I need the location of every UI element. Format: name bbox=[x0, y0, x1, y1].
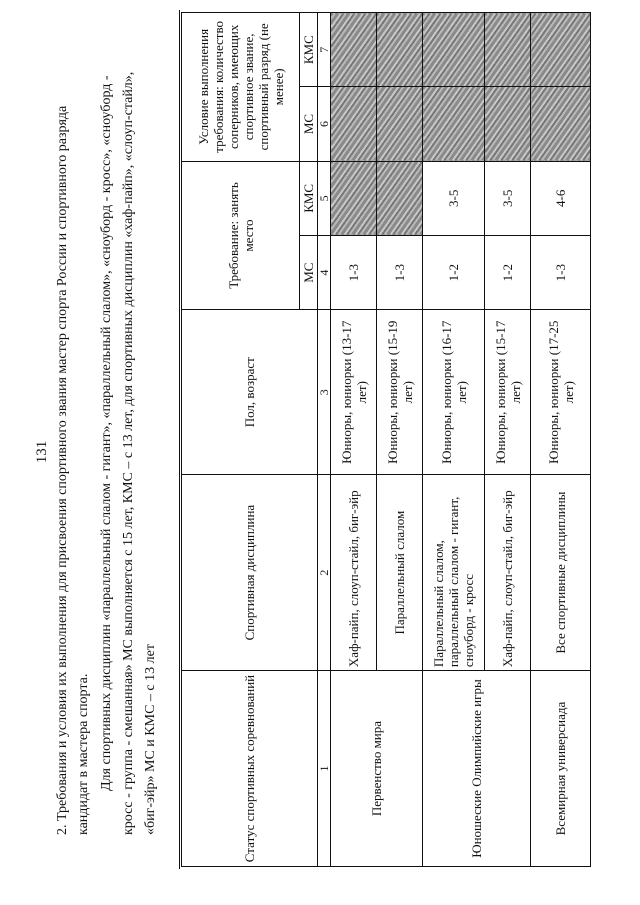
ms-place-cell: 1-3 bbox=[377, 236, 423, 310]
intro-paragraph bbox=[96, 65, 162, 835]
ms-place-cell: 1-2 bbox=[485, 236, 531, 310]
status-cell: Юношеские Олимпийские игры bbox=[423, 671, 531, 867]
ms-place-cell: 1-3 bbox=[531, 236, 591, 310]
gender-age-cell: Юниоры, юниорки (16-17 лет) bbox=[423, 310, 485, 475]
table-row bbox=[531, 13, 591, 867]
header-ms: МС bbox=[300, 236, 318, 310]
header-kms: КМС bbox=[300, 13, 318, 87]
status-cell: Всемирная универсиада bbox=[531, 671, 591, 867]
heading-line: кандидат в мастера спорта. bbox=[76, 673, 91, 835]
column-number: 7 bbox=[318, 13, 331, 87]
kms-condition-cell bbox=[423, 13, 485, 87]
intro-line: Для спортивных дисциплин «параллельный слалом - гигант», «параллельный слалом», «сноуборд - кросс», bbox=[99, 149, 114, 791]
column-number: 5 bbox=[318, 161, 331, 235]
column-number: 3 bbox=[318, 310, 331, 475]
gender-age-cell: Юниоры, юниорки (15-19 лет) bbox=[377, 310, 423, 475]
kms-place-cell bbox=[377, 161, 423, 235]
kms-place-cell bbox=[331, 161, 377, 235]
table-row bbox=[331, 13, 377, 867]
kms-place-cell: 3-5 bbox=[485, 161, 531, 235]
header-condition: Условие выполнения требования: количество соперников, имеющих спортивное звание, спортивный разряд (не менее) bbox=[182, 13, 300, 162]
ms-condition-cell bbox=[331, 87, 377, 161]
header-place: Требование: занять место bbox=[182, 161, 300, 310]
column-number: 2 bbox=[318, 475, 331, 671]
discipline-cell: Параллельный слалом, параллельный слалом - гигант, сноуборд - кросс bbox=[423, 475, 485, 671]
intro-line: «сноуборд - кросс - группа - смешанная» МС выполняется с 15 лет, КМС – с 13 лет, bbox=[99, 75, 136, 835]
kms-condition-cell bbox=[377, 13, 423, 87]
discipline-cell: Параллельный слалом bbox=[377, 475, 423, 671]
table-row bbox=[423, 13, 485, 867]
gender-age-cell: Юниоры, юниорки (13-17 лет) bbox=[331, 310, 377, 475]
ms-condition-cell bbox=[377, 87, 423, 161]
ms-condition-cell bbox=[423, 87, 485, 161]
kms-condition-cell bbox=[531, 13, 591, 87]
requirements-table bbox=[181, 12, 591, 867]
header-kms: КМС bbox=[300, 161, 318, 235]
ms-place-cell: 1-3 bbox=[331, 236, 377, 310]
discipline-cell: Хаф-пайп, слоуп-стайл, биг-эйр bbox=[485, 475, 531, 671]
column-number: 6 bbox=[318, 87, 331, 161]
kms-place-cell: 4-6 bbox=[531, 161, 591, 235]
status-cell: Первенство мира bbox=[331, 671, 423, 867]
ms-place-cell: 1-2 bbox=[423, 236, 485, 310]
section-heading bbox=[52, 75, 94, 835]
kms-condition-cell bbox=[485, 13, 531, 87]
column-number: 4 bbox=[318, 236, 331, 310]
gender-age-cell: Юниоры, юниорки (15-17 лет) bbox=[485, 310, 531, 475]
kms-condition-cell bbox=[331, 13, 377, 87]
column-number-row bbox=[318, 13, 331, 867]
header-status: Статус спортивных соревнований bbox=[182, 671, 318, 867]
ms-condition-cell bbox=[485, 87, 531, 161]
header-row bbox=[182, 13, 300, 867]
column-number: 1 bbox=[318, 671, 331, 867]
gender-age-cell: Юниоры, юниорки (17-25 лет) bbox=[531, 310, 591, 475]
heading-line: 2. Требования и условия их выполнения для присвоения спортивного звания мастер спорта России и спортивного разряда bbox=[55, 105, 70, 835]
ms-condition-cell bbox=[531, 87, 591, 161]
header-discipline: Спортивная дисциплина bbox=[182, 475, 318, 671]
page-number: 131 bbox=[34, 440, 50, 464]
intro-line: для спортивных дисциплин «хаф-пайп», «слоуп-стайл», «биг-эйр» МС и КМС – с 13 лет bbox=[121, 71, 158, 835]
kms-place-cell: 3-5 bbox=[423, 161, 485, 235]
discipline-cell: Хаф-пайп, слоуп-стайл, биг-эйр bbox=[331, 475, 377, 671]
header-ms: МС bbox=[300, 87, 318, 161]
discipline-cell: Все спортивные дисциплины bbox=[531, 475, 591, 671]
header-gender-age: Пол, возраст bbox=[182, 310, 318, 475]
